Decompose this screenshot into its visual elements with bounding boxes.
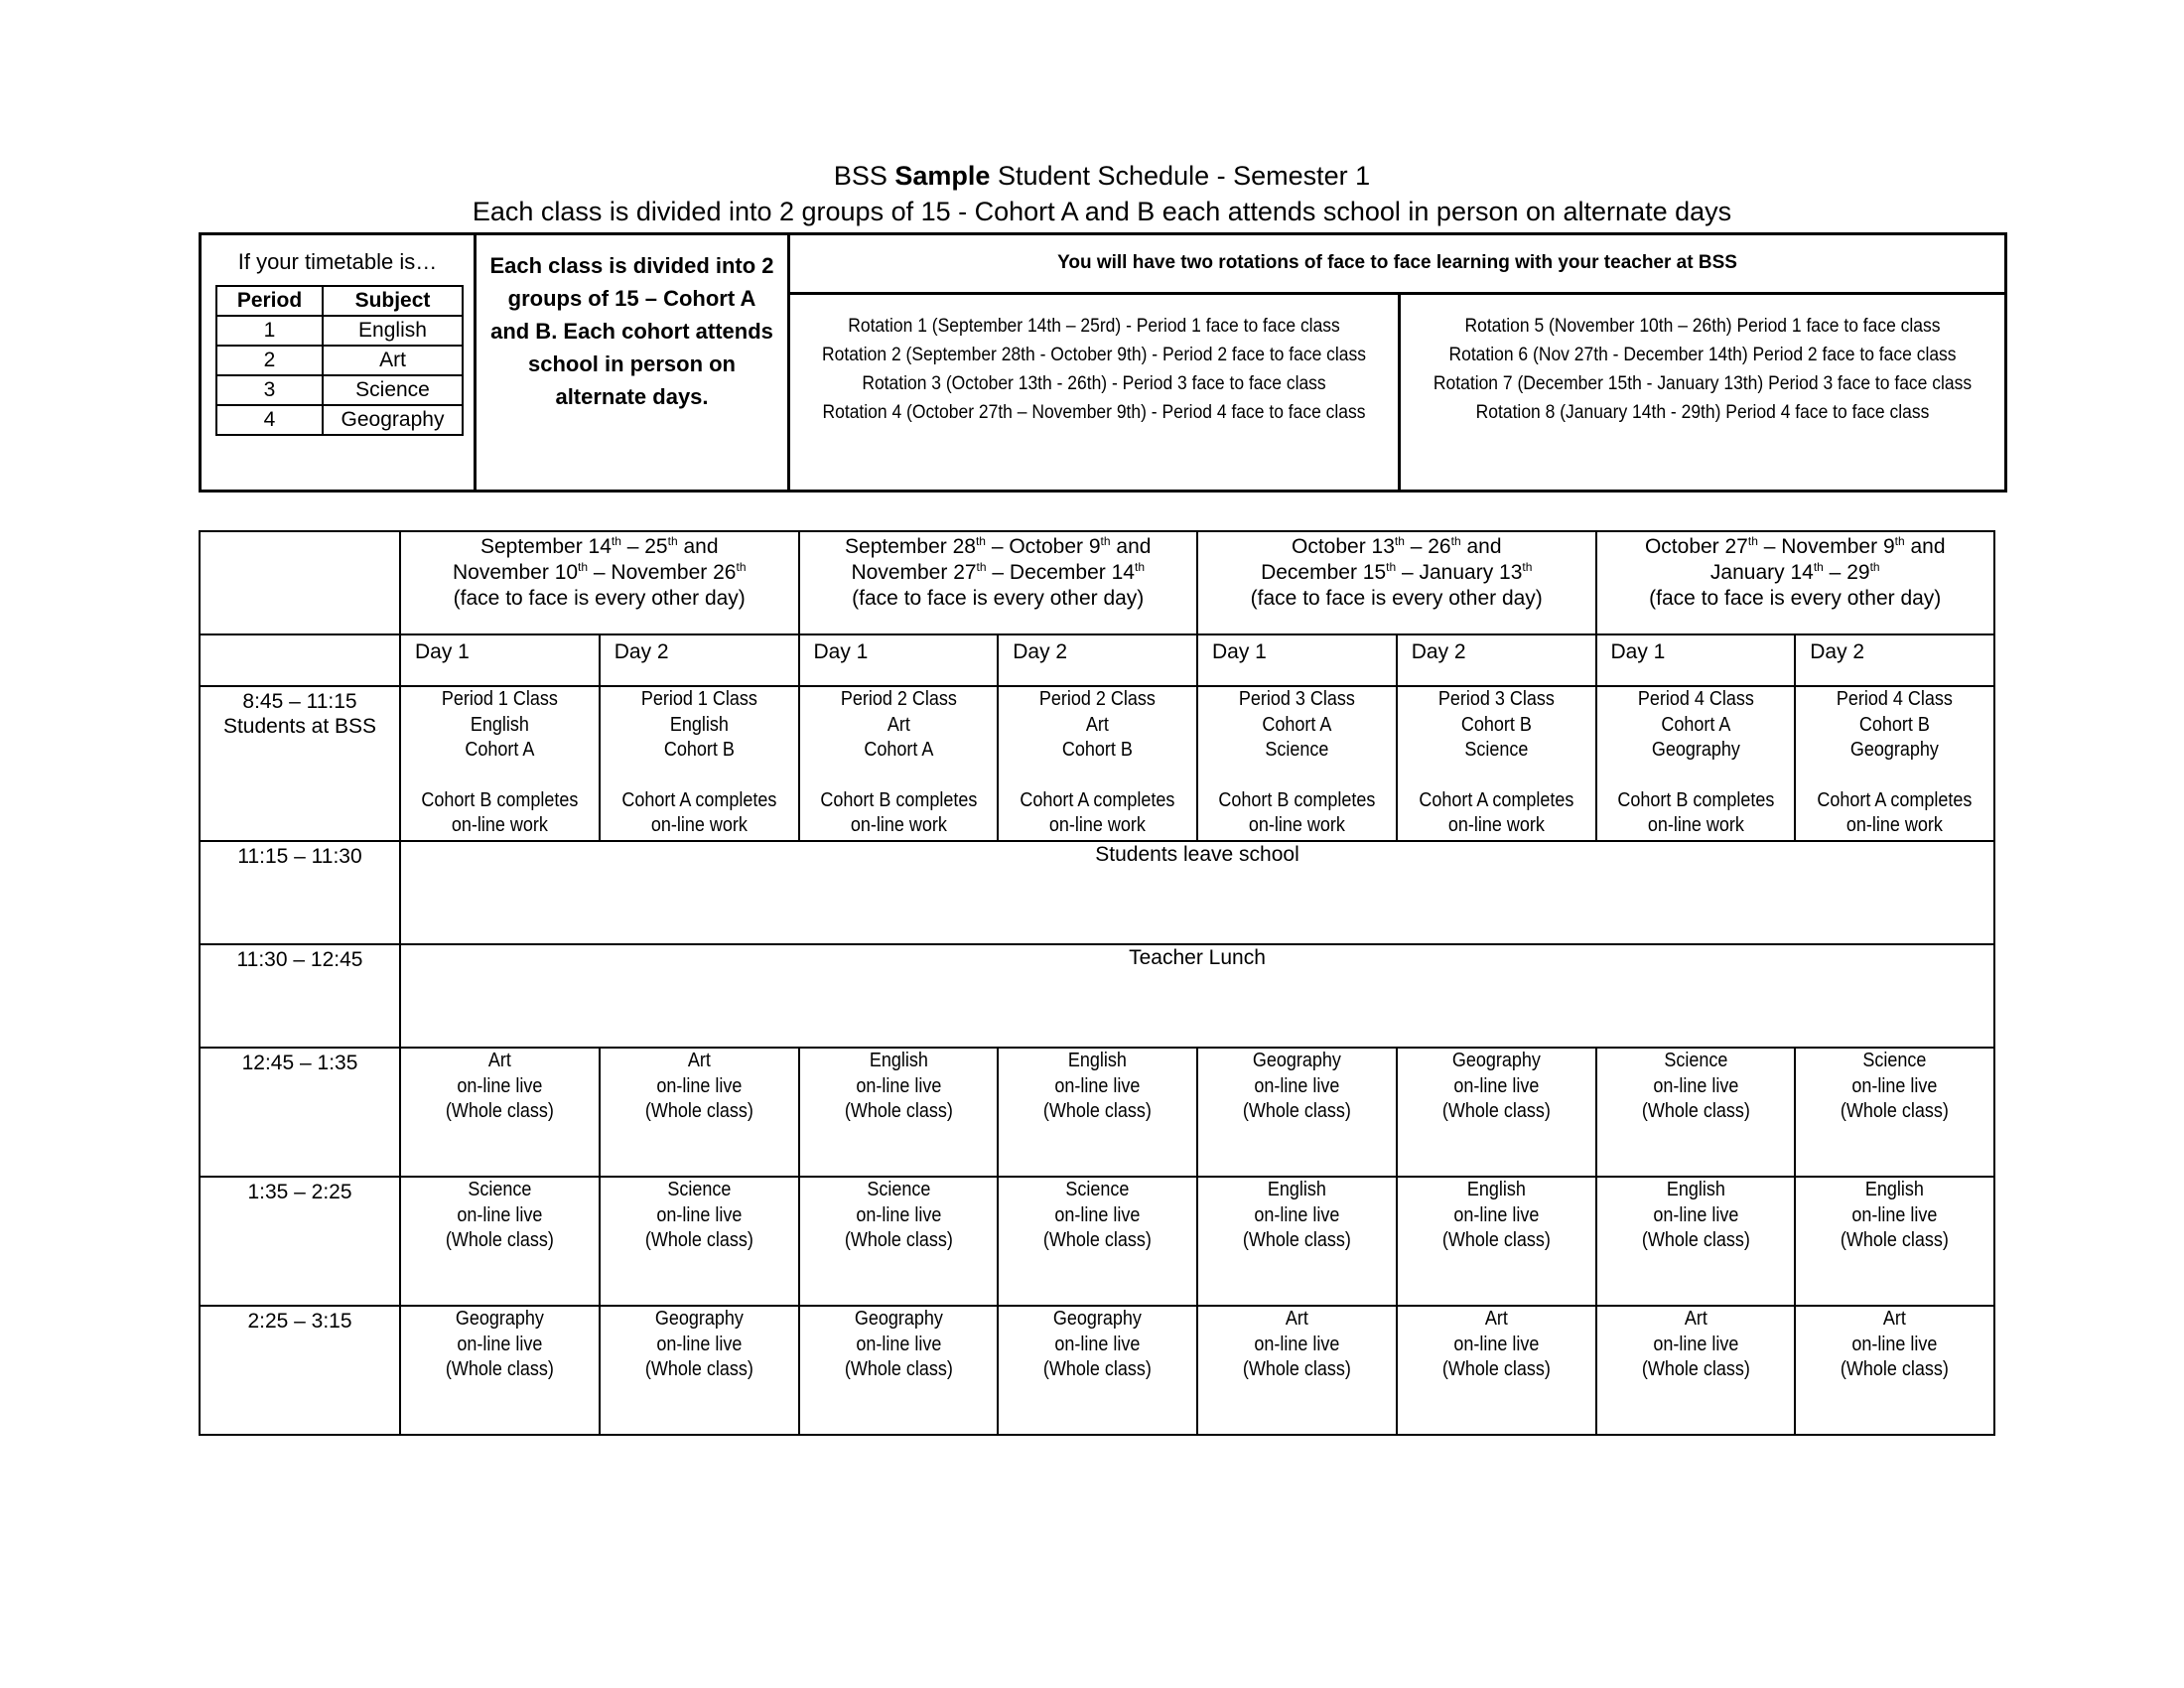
slot-group: (Whole class) xyxy=(445,1358,554,1380)
slot-mode: on-line live xyxy=(1254,1333,1340,1355)
online-slot xyxy=(600,1177,799,1306)
online-slot xyxy=(1397,1177,1596,1306)
rotation-list xyxy=(1425,312,1979,427)
title-suffix: Student Schedule - Semester 1 xyxy=(997,161,1371,191)
slot-line: Cohort B completes xyxy=(421,788,579,811)
range-text: September 14 xyxy=(479,535,612,558)
period-subject: English xyxy=(323,316,463,346)
online-slot xyxy=(1397,1306,1596,1435)
slot-group: (Whole class) xyxy=(445,1100,554,1122)
time-cell: 2:25 – 3:15 xyxy=(200,1306,400,1435)
timetable-example xyxy=(202,235,477,490)
slot-subject: Art xyxy=(687,1050,711,1071)
morning-slot xyxy=(600,686,799,841)
online-slot xyxy=(1397,1048,1596,1177)
date-range-row xyxy=(200,531,1994,634)
range-text: – 25 xyxy=(620,535,668,558)
slot-group: (Whole class) xyxy=(1641,1100,1750,1122)
day-label: Day 1 xyxy=(400,634,600,686)
slot-line: Period 4 Class xyxy=(1637,688,1754,710)
slot-group: (Whole class) xyxy=(1841,1358,1950,1380)
slot-line: on-line work xyxy=(1447,814,1545,836)
slot-group: (Whole class) xyxy=(1641,1229,1750,1251)
slot-line: on-line work xyxy=(650,814,748,836)
period-subject: Science xyxy=(323,375,463,405)
date-range xyxy=(400,531,799,634)
slot-mode: on-line live xyxy=(1652,1203,1738,1226)
slot-group: (Whole class) xyxy=(844,1100,953,1122)
page-title xyxy=(199,159,2005,193)
slot-group: (Whole class) xyxy=(1841,1100,1950,1122)
slot-mode: on-line live xyxy=(855,1333,941,1355)
range-note: (face to face is every other day) xyxy=(1649,587,1942,610)
slot-line: Cohort A completes xyxy=(1817,788,1973,811)
slot-line: on-line work xyxy=(1647,814,1744,836)
slot-mode: on-line live xyxy=(1453,1203,1540,1226)
period-number: 1 xyxy=(216,316,323,346)
range-text: January 14 xyxy=(1709,561,1814,584)
time-cell: 11:30 – 12:45 xyxy=(200,944,400,1048)
range-note: (face to face is every other day) xyxy=(453,587,746,610)
slot-mode: on-line live xyxy=(457,1203,543,1226)
range-text: – 26 xyxy=(1404,535,1451,558)
leave-school-cell: Students leave school xyxy=(400,841,1994,944)
day-label: Day 2 xyxy=(998,634,1197,686)
range-text: September 28 xyxy=(845,535,976,558)
online-slot xyxy=(600,1048,799,1177)
slot-mode: on-line live xyxy=(1054,1333,1141,1355)
day-label: Day 2 xyxy=(1795,634,1994,686)
teacher-lunch-cell: Teacher Lunch xyxy=(400,944,1994,1048)
corner-cell xyxy=(200,634,400,686)
slot-mode: on-line live xyxy=(1652,1333,1738,1355)
online-slot xyxy=(1197,1306,1397,1435)
slot-mode: on-line live xyxy=(1254,1074,1340,1097)
slot-line: Period 2 Class xyxy=(1039,688,1157,710)
slot-subject: English xyxy=(1267,1179,1326,1200)
slot-group: (Whole class) xyxy=(1841,1229,1950,1251)
afternoon-row xyxy=(200,1177,1994,1306)
slot-line: Cohort B xyxy=(1062,739,1134,761)
corner-cell xyxy=(200,531,400,634)
slot-subject: Geography xyxy=(1053,1308,1143,1330)
range-note: (face to face is every other day) xyxy=(852,587,1145,610)
slot-line: Cohort A completes xyxy=(1419,788,1574,811)
slot-group: (Whole class) xyxy=(1441,1229,1551,1251)
slot-line: on-line work xyxy=(850,814,947,836)
slot-subject: Geography xyxy=(1451,1050,1541,1071)
slot-line: on-line work xyxy=(1846,814,1944,836)
time-cell xyxy=(200,686,400,841)
morning-slot xyxy=(1795,686,1994,841)
slot-line: Period 2 Class xyxy=(840,688,957,710)
time-cell: 11:15 – 11:30 xyxy=(200,841,400,944)
rotation-item: Rotation 3 (October 13th - 26th) - Period 3 face to face class xyxy=(862,373,1326,394)
period-number: 3 xyxy=(216,375,323,405)
online-slot xyxy=(799,1177,999,1306)
rotation-item: Rotation 5 (November 10th – 26th) Period 1 face to face class xyxy=(1464,316,1941,337)
online-slot xyxy=(998,1048,1197,1177)
period-number: 2 xyxy=(216,346,323,375)
slot-subject: English xyxy=(1666,1179,1725,1200)
range-text: – October 9 xyxy=(985,535,1101,558)
range-text: – 29 xyxy=(1823,561,1870,584)
online-slot xyxy=(799,1048,999,1177)
rotations-heading-cell xyxy=(790,235,2004,295)
info-box xyxy=(199,232,2007,492)
rotations-right xyxy=(1401,295,2004,490)
slot-group: (Whole class) xyxy=(1242,1358,1351,1380)
range-sup: th xyxy=(1394,534,1405,548)
schedule-table xyxy=(199,530,1995,1436)
slot-subject: Geography xyxy=(1252,1050,1341,1071)
date-range xyxy=(1197,531,1596,634)
slot-mode: on-line live xyxy=(656,1333,743,1355)
slot-group: (Whole class) xyxy=(1043,1358,1153,1380)
range-text: December 15 xyxy=(1261,561,1387,584)
online-slot xyxy=(998,1177,1197,1306)
slot-line: Cohort A xyxy=(465,739,535,761)
lunch-row xyxy=(200,944,1994,1048)
range-sup: th xyxy=(611,534,621,548)
slot-mode: on-line live xyxy=(1851,1333,1938,1355)
slot-line: Cohort A completes xyxy=(621,788,777,811)
date-range xyxy=(1596,531,1995,634)
slot-mode: on-line live xyxy=(1851,1074,1938,1097)
range-sup: th xyxy=(1869,560,1880,574)
slot-subject: Science xyxy=(468,1179,532,1200)
slot-mode: on-line live xyxy=(1254,1203,1340,1226)
range-text: – December 14 xyxy=(986,561,1135,584)
slot-subject: Art xyxy=(1883,1308,1907,1330)
slot-line: Cohort B completes xyxy=(819,788,977,811)
slot-line: Science xyxy=(1464,739,1529,761)
morning-slot xyxy=(1197,686,1397,841)
slot-group: (Whole class) xyxy=(1242,1100,1351,1122)
slot-mode: on-line live xyxy=(1054,1074,1141,1097)
range-text: – November 26 xyxy=(588,561,737,584)
online-slot xyxy=(1596,1306,1796,1435)
day-label: Day 1 xyxy=(1197,634,1397,686)
slot-group: (Whole class) xyxy=(1043,1229,1153,1251)
slot-line: Cohort A xyxy=(863,739,933,761)
slot-group: (Whole class) xyxy=(644,1229,753,1251)
rotation-item: Rotation 8 (January 14th - 29th) Period 4 face to face class xyxy=(1475,402,1930,423)
slot-subject: Science xyxy=(1663,1050,1727,1071)
range-text: – November 9 xyxy=(1757,535,1895,558)
range-sup: th xyxy=(1894,534,1905,548)
range-sup: th xyxy=(1386,560,1397,574)
online-slot xyxy=(1197,1048,1397,1177)
slot-group: (Whole class) xyxy=(644,1100,753,1122)
range-text: and xyxy=(1460,535,1502,558)
slot-line: on-line work xyxy=(1049,814,1147,836)
slot-mode: on-line live xyxy=(457,1333,543,1355)
rotations-left xyxy=(790,295,1401,490)
morning-slot xyxy=(1397,686,1596,841)
slot-line: Cohort A xyxy=(1262,713,1332,736)
slot-group: (Whole class) xyxy=(844,1358,953,1380)
slot-line: Cohort A xyxy=(1660,713,1730,736)
slot-subject: Science xyxy=(1862,1050,1927,1071)
online-slot xyxy=(799,1306,999,1435)
leave-row xyxy=(200,841,1994,944)
range-sup: th xyxy=(1134,560,1145,574)
slot-line: Period 3 Class xyxy=(1238,688,1355,710)
period-row xyxy=(216,316,463,346)
cohort-note: Each class is divided into 2 groups of 15 – Cohort A and B. Each cohort attends school in person on alternate days. xyxy=(489,253,774,409)
slot-mode: on-line live xyxy=(656,1203,743,1226)
slot-line: English xyxy=(470,713,529,736)
slot-line: Geography xyxy=(1651,739,1740,761)
period-subject: Geography xyxy=(323,405,463,435)
online-slot xyxy=(1795,1177,1994,1306)
slot-group: (Whole class) xyxy=(844,1229,953,1251)
slot-line: Cohort B xyxy=(663,739,735,761)
slot-line: Art xyxy=(1086,713,1110,736)
period-number: 4 xyxy=(216,405,323,435)
afternoon-row xyxy=(200,1048,1994,1177)
slot-line: Art xyxy=(887,713,910,736)
slot-line: Cohort B completes xyxy=(1616,788,1774,811)
day-row xyxy=(200,634,1994,686)
range-text: November 27 xyxy=(851,561,977,584)
slot-subject: Science xyxy=(866,1179,930,1200)
range-sup: th xyxy=(1100,534,1111,548)
time-cell: 12:45 – 1:35 xyxy=(200,1048,400,1177)
range-sup: th xyxy=(1522,560,1533,574)
slot-subject: English xyxy=(1466,1179,1526,1200)
slot-subject: Geography xyxy=(654,1308,744,1330)
slot-mode: on-line live xyxy=(1453,1074,1540,1097)
range-text: – January 13 xyxy=(1396,561,1523,584)
period-row xyxy=(216,346,463,375)
slot-group: (Whole class) xyxy=(1441,1358,1551,1380)
online-slot xyxy=(400,1048,600,1177)
timetable-heading: If your timetable is… xyxy=(237,249,438,274)
cohort-note-cell xyxy=(477,235,790,490)
range-sup: th xyxy=(975,534,986,548)
range-sup: th xyxy=(976,560,987,574)
period-table xyxy=(215,285,464,436)
rotation-item: Rotation 2 (September 28th - October 9th) - Period 2 face to face class xyxy=(821,345,1366,365)
slot-subject: Art xyxy=(1684,1308,1707,1330)
time-sublabel: Students at BSS xyxy=(222,715,377,738)
slot-subject: Science xyxy=(1065,1179,1130,1200)
slot-group: (Whole class) xyxy=(1043,1100,1153,1122)
slot-group: (Whole class) xyxy=(1242,1229,1351,1251)
range-sup: th xyxy=(1813,560,1824,574)
range-sup: th xyxy=(1450,534,1461,548)
range-note: (face to face is every other day) xyxy=(1250,587,1543,610)
page-subtitle: Each class is divided into 2 groups of 15 - Cohort A and B each attends school in person on alternate days xyxy=(472,197,1732,226)
slot-line: Cohort A completes xyxy=(1020,788,1175,811)
day-label: Day 2 xyxy=(1397,634,1596,686)
slot-line: Science xyxy=(1265,739,1329,761)
slot-mode: on-line live xyxy=(656,1074,743,1097)
slot-mode: on-line live xyxy=(855,1074,941,1097)
slot-subject: English xyxy=(869,1050,928,1071)
slot-group: (Whole class) xyxy=(445,1229,554,1251)
period-subject: Art xyxy=(323,346,463,375)
slot-subject: Art xyxy=(1484,1308,1508,1330)
slot-line: on-line work xyxy=(1248,814,1345,836)
range-text: October 13 xyxy=(1291,535,1395,558)
slot-subject: Geography xyxy=(854,1308,943,1330)
slot-line: Geography xyxy=(1850,739,1940,761)
slot-mode: on-line live xyxy=(1652,1074,1738,1097)
slot-group: (Whole class) xyxy=(1441,1100,1551,1122)
rotation-item: Rotation 6 (Nov 27th - December 14th) Period 2 face to face class xyxy=(1448,345,1957,365)
period-row xyxy=(216,405,463,435)
online-slot xyxy=(400,1177,600,1306)
range-text: and xyxy=(1110,535,1152,558)
slot-group: (Whole class) xyxy=(1641,1358,1750,1380)
afternoon-row xyxy=(200,1306,1994,1435)
morning-slot xyxy=(799,686,999,841)
time-label: 8:45 – 11:15 xyxy=(242,690,357,713)
date-range xyxy=(799,531,1198,634)
rotation-item: Rotation 1 (September 14th – 25rd) - Period 1 face to face class xyxy=(848,316,1340,337)
title-prefix: BSS xyxy=(833,161,887,191)
rotation-item: Rotation 7 (December 15th - January 13th) Period 3 face to face class xyxy=(1433,373,1973,394)
online-slot xyxy=(400,1306,600,1435)
range-text: November 10 xyxy=(452,561,579,584)
slot-line: Period 3 Class xyxy=(1437,688,1555,710)
slot-line: Cohort B xyxy=(1460,713,1532,736)
morning-slot xyxy=(400,686,600,841)
slot-line: Period 4 Class xyxy=(1837,688,1954,710)
slot-subject: English xyxy=(1865,1179,1925,1200)
online-slot xyxy=(998,1306,1197,1435)
slot-subject: Geography xyxy=(455,1308,544,1330)
day-label: Day 1 xyxy=(799,634,999,686)
slot-line: English xyxy=(669,713,729,736)
slot-line: Cohort B completes xyxy=(1218,788,1376,811)
online-slot xyxy=(1795,1048,1994,1177)
period-row xyxy=(216,375,463,405)
rotation-item: Rotation 4 (October 27th – November 9th) - Period 4 face to face class xyxy=(822,402,1366,423)
morning-slot xyxy=(1596,686,1796,841)
range-sup: th xyxy=(578,560,589,574)
online-slot xyxy=(1795,1306,1994,1435)
slot-line: Cohort B xyxy=(1859,713,1931,736)
morning-row xyxy=(200,686,1994,841)
range-sup: th xyxy=(736,560,747,574)
title-bold: Sample xyxy=(894,161,991,191)
slot-mode: on-line live xyxy=(855,1203,941,1226)
online-slot xyxy=(1197,1177,1397,1306)
range-sup: th xyxy=(1747,534,1758,548)
slot-mode: on-line live xyxy=(457,1074,543,1097)
slot-line: Period 1 Class xyxy=(640,688,757,710)
slot-subject: Science xyxy=(667,1179,732,1200)
rotation-list xyxy=(814,312,1373,427)
slot-group: (Whole class) xyxy=(644,1358,753,1380)
slot-mode: on-line live xyxy=(1851,1203,1938,1226)
range-text: October 27 xyxy=(1644,535,1748,558)
range-sup: th xyxy=(667,534,678,548)
range-text: and xyxy=(677,535,719,558)
online-slot xyxy=(600,1306,799,1435)
range-text: and xyxy=(1904,535,1946,558)
period-table-header xyxy=(216,286,463,316)
slot-subject: Art xyxy=(1285,1308,1308,1330)
slot-subject: English xyxy=(1068,1050,1128,1071)
slot-line: Period 1 Class xyxy=(441,688,558,710)
morning-slot xyxy=(998,686,1197,841)
time-cell: 1:35 – 2:25 xyxy=(200,1177,400,1306)
slot-mode: on-line live xyxy=(1453,1333,1540,1355)
slot-line: on-line work xyxy=(451,814,548,836)
period-header: Period xyxy=(216,286,323,316)
rotations-heading: You will have two rotations of face to face learning with your teacher at BSS xyxy=(1057,252,1737,273)
slot-mode: on-line live xyxy=(1054,1203,1141,1226)
day-label: Day 2 xyxy=(600,634,799,686)
online-slot xyxy=(1596,1177,1796,1306)
slot-subject: Art xyxy=(487,1050,511,1071)
day-label: Day 1 xyxy=(1596,634,1796,686)
subject-header: Subject xyxy=(323,286,463,316)
online-slot xyxy=(1596,1048,1796,1177)
